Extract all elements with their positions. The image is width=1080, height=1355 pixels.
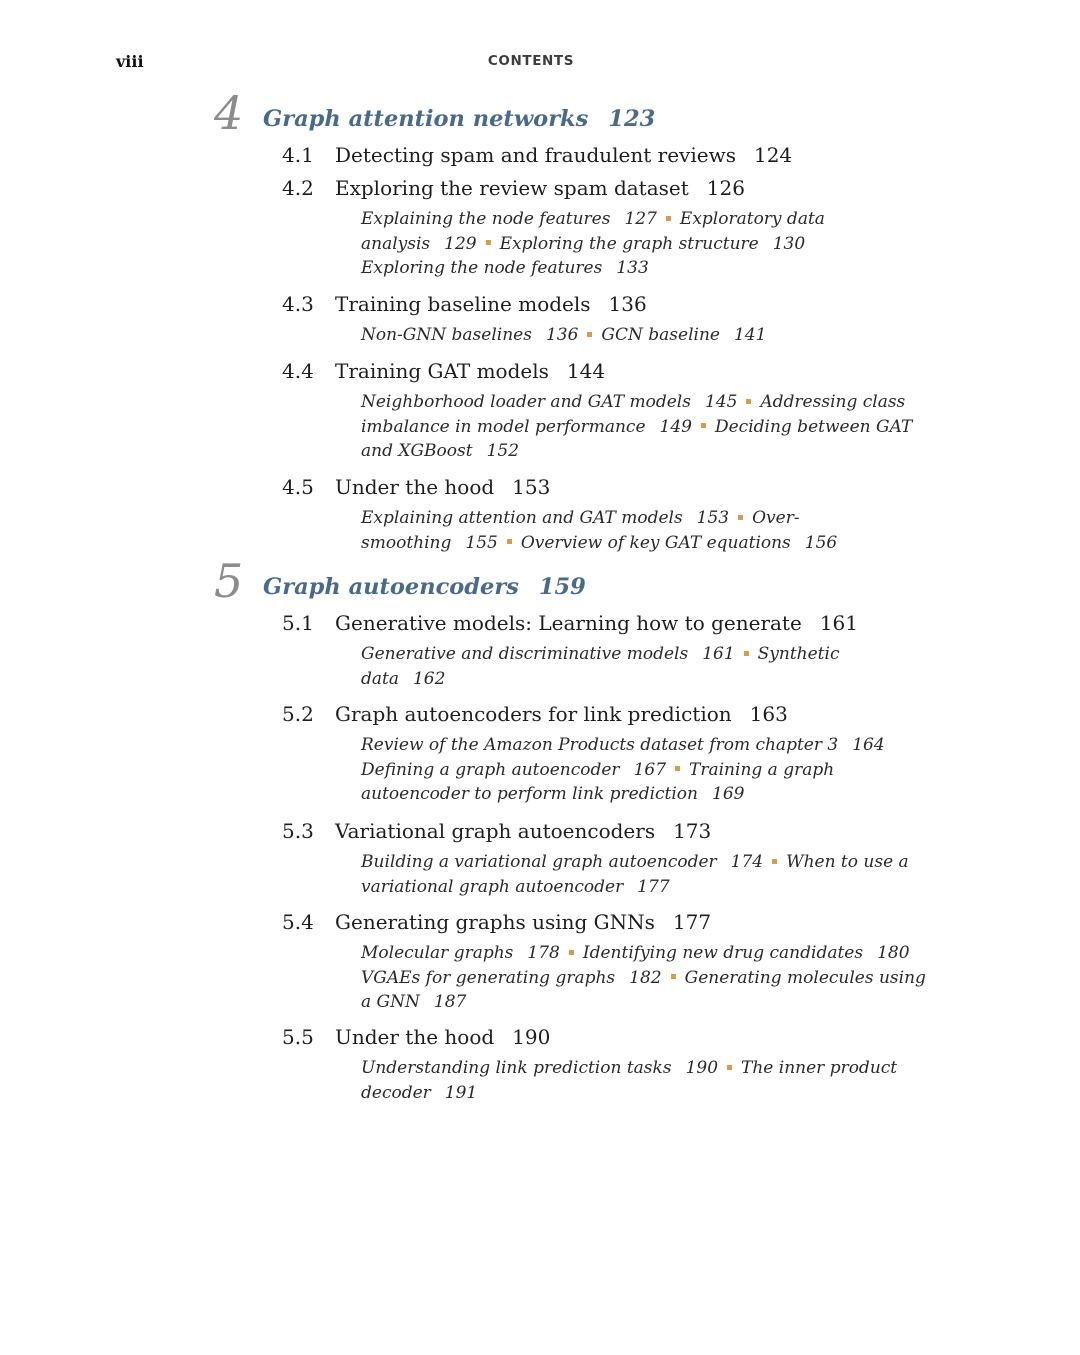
section-number: 4.3 <box>282 292 314 316</box>
subsection-title[interactable]: Addressing class <box>760 392 906 412</box>
section-title[interactable] <box>335 475 550 499</box>
bullet-square-icon <box>569 950 574 955</box>
bullet-square-icon <box>746 399 751 404</box>
subsection-line <box>361 232 891 257</box>
chapter-title[interactable] <box>263 574 586 601</box>
section-title[interactable] <box>335 143 792 167</box>
subsection-line <box>361 439 891 464</box>
subsection-page-number: 156 <box>804 532 838 553</box>
section-number: 4.2 <box>282 176 314 200</box>
subsection-page-number: 167 <box>633 759 667 780</box>
chapter-page-number: 159 <box>538 574 586 600</box>
subsection-line <box>361 941 910 966</box>
subsection-page-number: 182 <box>629 967 662 988</box>
subsection-list <box>361 1056 898 1105</box>
subsection-title[interactable]: analysis <box>361 233 431 254</box>
bullet-square-icon <box>772 859 777 864</box>
section-number: 5.3 <box>282 819 314 843</box>
subsection-list <box>361 390 913 464</box>
subsection-title[interactable]: variational graph autoencoder <box>361 876 624 897</box>
subsection-line <box>361 207 891 232</box>
section-title[interactable] <box>335 292 647 316</box>
subsection-title[interactable]: a GNN <box>361 992 420 1012</box>
bullet-square-icon <box>744 651 749 656</box>
section-number: 5.5 <box>282 1025 314 1049</box>
subsection-title[interactable]: GCN baseline <box>601 325 720 345</box>
subsection-title[interactable]: Exploring the node features <box>361 258 603 278</box>
subsection-title[interactable]: Exploring the graph structure <box>499 233 759 254</box>
subsection-line <box>361 531 891 556</box>
bullet-square-icon <box>675 766 680 771</box>
subsection-line <box>361 506 891 531</box>
bullet-square-icon <box>587 332 592 337</box>
section-page-number: 161 <box>819 611 858 635</box>
subsection-line <box>361 850 909 875</box>
section-title[interactable] <box>335 819 711 843</box>
bullet-square-icon <box>738 515 743 520</box>
subsection-line <box>361 642 891 667</box>
subsection-line <box>361 256 891 281</box>
subsection-title[interactable]: imbalance in model performance <box>361 416 646 437</box>
subsection-page-number: 130 <box>772 233 806 254</box>
section-title-text: Under the hood <box>335 1025 495 1049</box>
subsection-line <box>361 758 891 783</box>
subsection-line <box>361 323 891 348</box>
section-title[interactable] <box>335 702 788 726</box>
section-title-text: Under the hood <box>335 475 495 499</box>
subsection-title[interactable]: Explaining the node features <box>361 209 611 229</box>
subsection-page-number: 136 <box>545 325 579 345</box>
subsection-title[interactable]: Synthetic <box>757 644 840 664</box>
section-number: 5.4 <box>282 910 314 934</box>
subsection-list <box>361 207 891 281</box>
subsection-title[interactable]: autoencoder to perform link prediction <box>361 784 698 804</box>
subsection-title[interactable]: When to use a <box>786 852 909 872</box>
subsection-title[interactable]: and XGBoost <box>361 441 473 461</box>
subsection-line <box>361 667 891 692</box>
subsection-title[interactable]: Training a graph <box>689 759 835 780</box>
subsection-title[interactable]: Generative and discriminative models <box>361 644 689 664</box>
subsection-title[interactable]: The inner product <box>741 1058 898 1078</box>
subsection-page-number: 162 <box>412 668 446 689</box>
subsection-title[interactable]: Non-GNN baselines <box>361 325 532 345</box>
subsection-list <box>361 733 891 807</box>
subsection-line <box>361 875 891 900</box>
subsection-line <box>361 1081 891 1106</box>
chapter-page-number: 123 <box>608 106 656 132</box>
chapter-number: 4 <box>214 86 244 140</box>
subsection-list <box>361 642 891 691</box>
subsection-page-number: 141 <box>733 325 767 345</box>
subsection-title[interactable]: Building a variational graph autoencoder <box>361 852 717 872</box>
section-page-number: 136 <box>608 292 647 316</box>
subsection-line <box>361 990 891 1015</box>
section-page-number: 124 <box>753 143 793 167</box>
subsection-page-number: 169 <box>712 784 745 804</box>
subsection-page-number: 190 <box>685 1058 719 1078</box>
subsection-list <box>361 323 891 348</box>
bullet-square-icon <box>701 423 706 428</box>
bullet-square-icon <box>727 1065 732 1070</box>
subsection-page-number: 178 <box>527 943 560 963</box>
subsection-page-number: 153 <box>696 508 730 528</box>
section-page-number: 177 <box>672 910 712 934</box>
subsection-line <box>361 782 891 807</box>
bullet-square-icon <box>486 240 491 245</box>
section-number: 4.4 <box>282 359 314 383</box>
subsection-page-number: 164 <box>852 735 885 755</box>
section-number: 5.2 <box>282 702 314 726</box>
section-title-text: Generating graphs using GNNs <box>335 910 655 934</box>
section-title-text: Training baseline models <box>335 292 591 316</box>
section-title[interactable] <box>335 1025 550 1049</box>
subsection-page-number: 161 <box>702 644 735 664</box>
section-title[interactable] <box>335 359 605 383</box>
subsection-list <box>361 506 891 555</box>
section-page-number: 126 <box>706 176 745 200</box>
subsection-page-number: 191 <box>444 1082 478 1103</box>
subsection-title[interactable]: Deciding between GAT <box>714 416 913 437</box>
subsection-title[interactable]: smoothing <box>361 532 452 553</box>
subsection-title[interactable]: Review of the Amazon Products dataset from chapter 3 <box>361 735 839 755</box>
section-title[interactable] <box>335 910 711 934</box>
subsection-title[interactable]: VGAEs for generating graphs <box>361 967 616 988</box>
subsection-page-number: 149 <box>659 416 692 437</box>
subsection-title[interactable]: decoder <box>361 1082 431 1103</box>
chapter-title[interactable] <box>263 106 655 133</box>
subsection-page-number: 127 <box>624 209 657 229</box>
page-number: viii <box>116 52 144 71</box>
section-page-number: 190 <box>512 1025 551 1049</box>
subsection-title[interactable]: Over- <box>752 508 800 528</box>
subsection-page-number: 155 <box>465 532 498 553</box>
section-title-text: Graph autoencoders for link prediction <box>335 702 732 726</box>
section-page-number: 153 <box>512 475 551 499</box>
section-title-text: Training GAT models <box>335 359 549 383</box>
subsection-title[interactable]: Understanding link prediction tasks <box>361 1058 672 1078</box>
subsection-list <box>361 850 909 899</box>
subsection-line <box>361 415 913 440</box>
bullet-square-icon <box>666 216 671 221</box>
subsection-line <box>361 733 891 758</box>
subsection-title[interactable]: Overview of key GAT equations <box>520 532 791 553</box>
subsection-title[interactable]: Defining a graph autoencoder <box>361 759 620 780</box>
subsection-title[interactable]: Exploratory data <box>679 209 825 229</box>
subsection-page-number: 177 <box>637 876 670 897</box>
subsection-title[interactable]: Generating molecules using <box>684 967 926 988</box>
section-page-number: 163 <box>749 702 788 726</box>
section-number: 5.1 <box>282 611 314 635</box>
chapter-title-text: Graph attention networks <box>263 106 589 132</box>
section-title-text: Detecting spam and fraudulent reviews <box>335 143 736 167</box>
bullet-square-icon <box>507 539 512 544</box>
section-number: 4.1 <box>282 143 314 167</box>
subsection-page-number: 180 <box>877 943 910 963</box>
subsection-list <box>361 941 926 1015</box>
section-title-text: Generative models: Learning how to generate <box>335 611 802 635</box>
subsection-page-number: 129 <box>444 233 477 254</box>
subsection-page-number: 187 <box>433 992 467 1012</box>
bullet-square-icon <box>671 974 676 979</box>
chapter-number: 5 <box>214 554 244 608</box>
subsection-page-number: 133 <box>616 258 649 278</box>
subsection-line <box>361 1056 898 1081</box>
section-title-text: Variational graph autoencoders <box>335 819 656 843</box>
chapter-title-text: Graph autoencoders <box>263 574 519 600</box>
section-page-number: 144 <box>566 359 606 383</box>
subsection-title[interactable]: Molecular graphs <box>361 943 514 963</box>
section-title[interactable] <box>335 611 858 635</box>
running-head: CONTENTS <box>487 53 575 69</box>
subsection-page-number: 174 <box>730 852 764 872</box>
section-title-text: Exploring the review spam dataset <box>335 176 689 200</box>
subsection-page-number: 152 <box>486 441 520 461</box>
subsection-title[interactable]: data <box>361 668 399 689</box>
section-title[interactable] <box>335 176 745 200</box>
subsection-title[interactable]: Identifying new drug candidates <box>582 943 864 963</box>
section-page-number: 173 <box>673 819 712 843</box>
subsection-line <box>361 966 926 991</box>
subsection-page-number: 145 <box>704 392 738 412</box>
subsection-title[interactable]: Neighborhood loader and GAT models <box>361 392 691 412</box>
section-number: 4.5 <box>282 475 314 499</box>
subsection-line <box>361 390 906 415</box>
subsection-title[interactable]: Explaining attention and GAT models <box>361 508 683 528</box>
